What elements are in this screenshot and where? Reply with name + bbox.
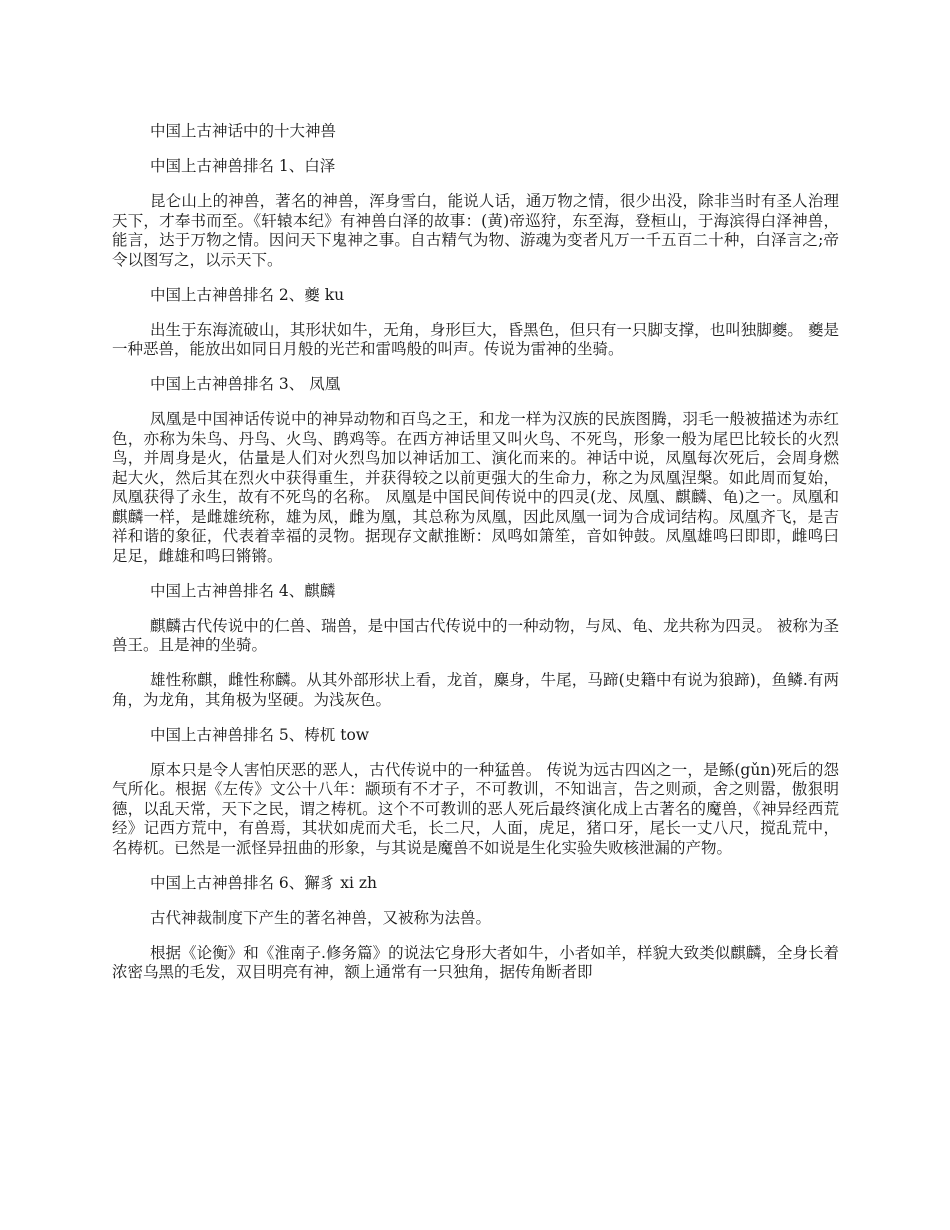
paragraph-xiezhi-2: 根据《论衡》和《淮南子.修务篇》的说法它身形大者如牛，小者如羊，样貌大致类似麒麟，全身长着浓密乌黑的毛发，双目明亮有神，额上通常有一只独角，据传角断者即 — [112, 943, 839, 981]
paragraph-qilin-1: 麒麟古代传说中的仁兽、瑞兽，是中国古代传说中的一种动物，与凤、龟、龙共称为四灵。 被称为圣兽王。且是神的坐骑。 — [112, 616, 839, 654]
section-heading-fenghuang: 中国上古神兽排名 3、 凤凰 — [150, 375, 341, 393]
paragraph-qilin-2: 雄性称麒，雌性称麟。从其外部形状上看，龙首，麋身，牛尾，马蹄(史籍中有说为狼蹄)，鱼鳞.有两角，为龙角，其角极为坚硬。为浅灰色。 — [112, 671, 839, 709]
section-heading-baize: 中国上古神兽排名 1、白泽 — [150, 157, 336, 175]
document-page — [112, 122, 839, 998]
paragraph-taowu: 原本只是令人害怕厌恶的恶人，古代传说中的一种猛兽。 传说为远古四凶之一，是鲧(gǔn)死后的怨气所化。根据《左传》文公十八年：颛顼有不才子，不可教训，不知诎言，告之则顽，舍之则嚣，傲狠明德，以乱天常，天下之民，谓之梼杌。这个不可教训的恶人死后最终演化成上古著名的魔兽，《神异经西荒经》记西方荒中，有兽焉，其状如虎而犬毛，长二尺，人面，虎足，猪口牙，尾长一丈八尺，搅乱荒中，名梼杌。已然是一派怪异扭曲的形象，与其说是魔兽不如说是生化实验失败核泄漏的产物。 — [112, 760, 839, 857]
document-title: 中国上古神话中的十大神兽 — [150, 122, 337, 140]
section-heading-xiezhi: 中国上古神兽排名 6、獬豸 xi zh — [150, 873, 377, 892]
section-heading-qilin: 中国上古神兽排名 4、麒麟 — [150, 581, 336, 600]
paragraph-xiezhi-1: 古代神裁制度下产生的著名神兽，又被称为法兽。 — [150, 908, 492, 927]
section-heading-kui: 中国上古神兽排名 2、夔 ku — [150, 285, 345, 304]
paragraph-kui: 出生于东海流破山，其形状如牛，无角，身形巨大，昏黑色，但只有一只脚支撑，也叫独脚夔。 夔是一种恶兽，能放出如同日月般的光芒和雷鸣般的叫声。传说为雷神的坐骑。 — [112, 320, 839, 358]
paragraph-baize: 昆仑山上的神兽，著名的神兽，浑身雪白，能说人话，通万物之情，很少出没，除非当时有圣人治理天下，才奉书而至。《轩辕本纪》有神兽白泽的故事：(黄)帝巡狩，东至海，登桓山，于海滨得白泽神兽，能言，达于万物之情。因问天下鬼神之事。自古精气为物、游魂为变者凡万一千五百二十种，白泽言之;帝令以图写之，以示天下。 — [112, 192, 839, 269]
section-heading-taowu: 中国上古神兽排名 5、梼杌 tow — [150, 725, 370, 744]
paragraph-fenghuang: 凤凰是中国神话传说中的神异动物和百鸟之王，和龙一样为汉族的民族图腾，羽毛一般被描述为赤红色，亦称为朱鸟、丹鸟、火鸟、鹍鸡等。在西方神话里又叫火鸟、不死鸟，形象一般为尾巴比较长的火烈鸟，并周身是火，估量是人们对火烈鸟加以神话加工、演化而来的。神话中说，凤凰每次死后，会周身燃起大火，然后其在烈火中获得重生，并获得较之以前更强大的生命力，称之为凤凰涅槃。如此周而复始，凤凰获得了永生，故有不死鸟的名称。 凤凰是中国民间传说中的四灵(龙、凤凰、麒麟、龟)之一。凤凰和麒麟一样，是雌雄统称，雄为凤，雌为凰，其总称为凤凰，因此凤凰一词为合成词结构。凤凰齐飞，是吉祥和谐的象征，代表着幸福的灵物。据现存文献推断：凤鸣如箫笙，音如钟鼓。凤凰雄鸣曰即即，雌鸣曰足足，雌雄和鸣曰锵锵。 — [112, 410, 839, 565]
